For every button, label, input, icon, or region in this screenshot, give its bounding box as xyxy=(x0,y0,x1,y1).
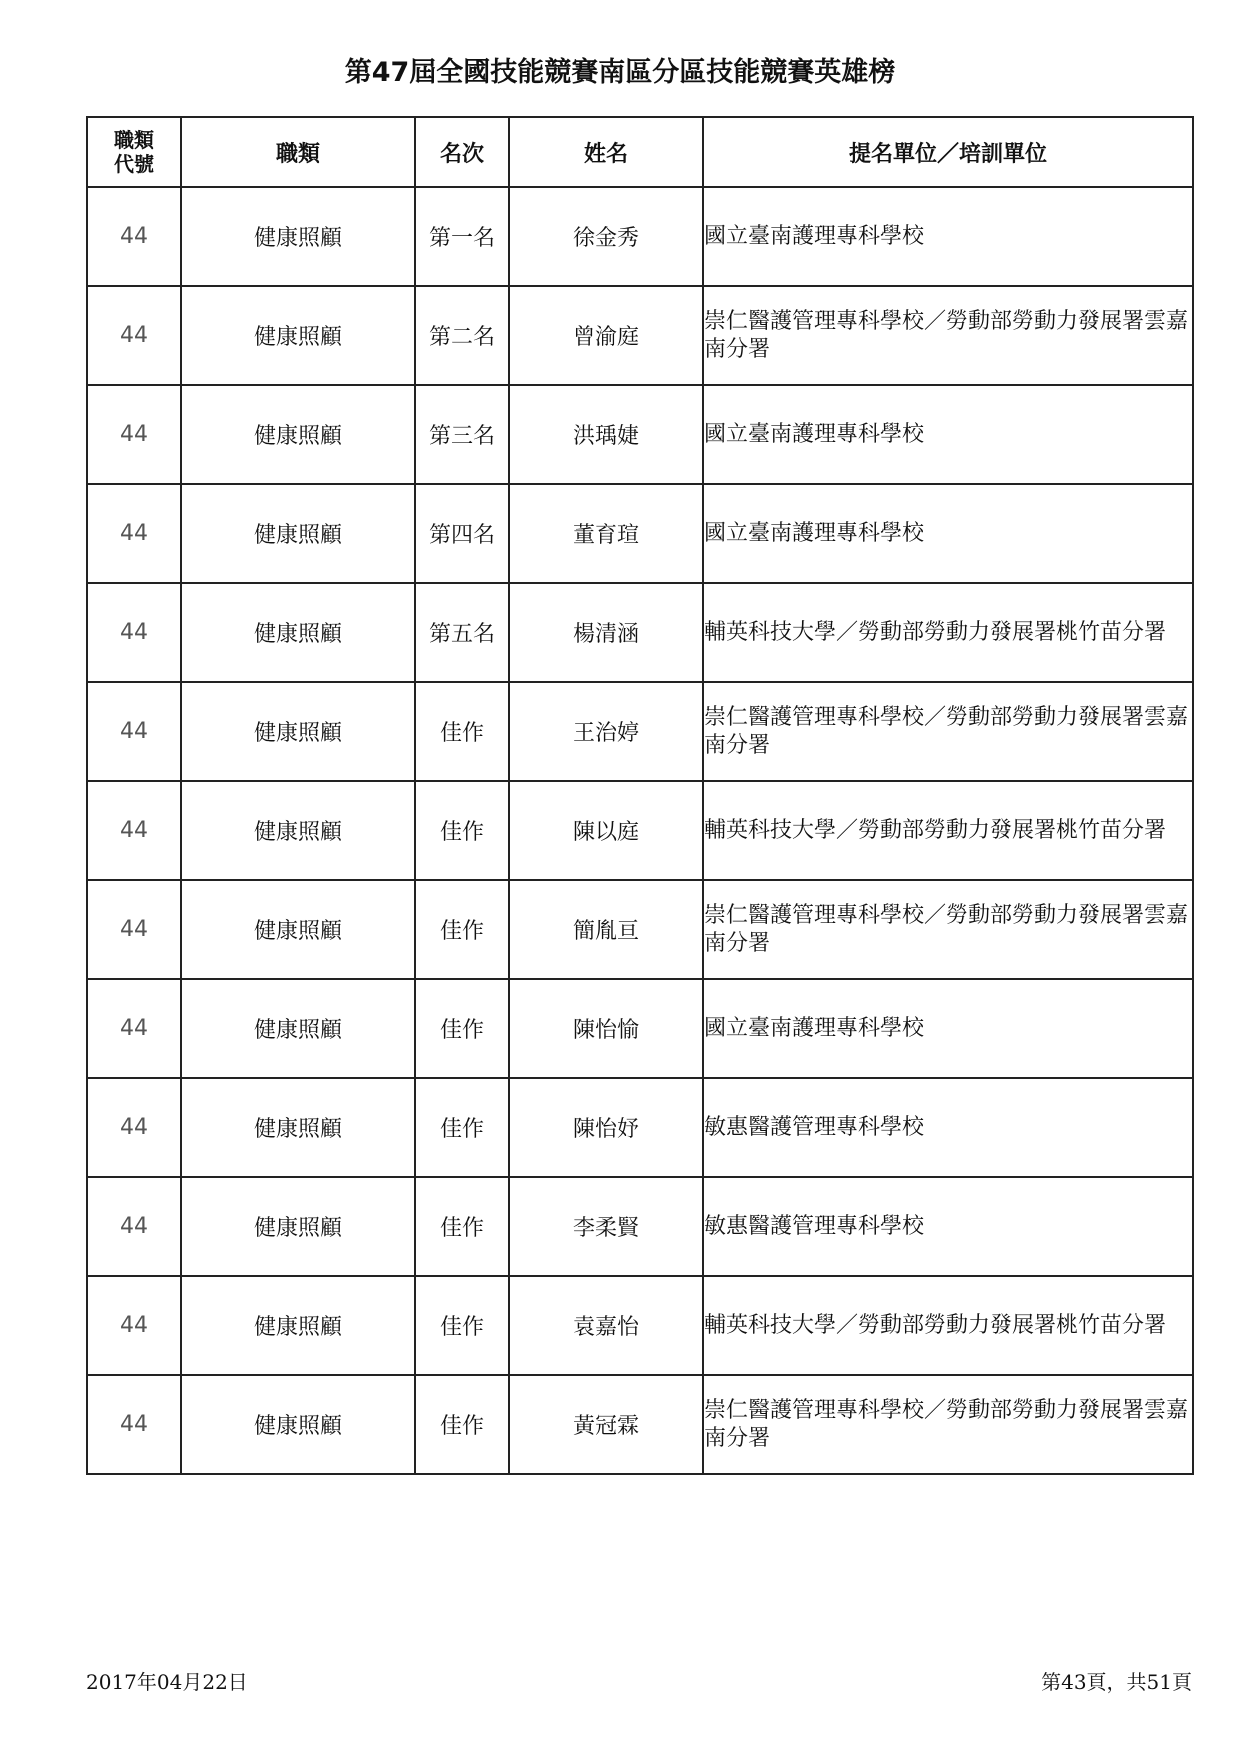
cell-code: 44 xyxy=(87,1177,181,1276)
cell-name: 楊清涵 xyxy=(509,583,703,682)
table-row xyxy=(87,187,1193,286)
header-category: 職類 xyxy=(181,117,415,187)
cell-unit: 崇仁醫護管理專科學校／勞動部勞動力發展署雲嘉南分署 xyxy=(703,682,1193,781)
results-table xyxy=(86,116,1194,1475)
cell-name: 袁嘉怡 xyxy=(509,1276,703,1375)
cell-unit: 國立臺南護理專科學校 xyxy=(703,385,1193,484)
cell-code: 44 xyxy=(87,682,181,781)
cell-code: 44 xyxy=(87,1078,181,1177)
cell-unit: 輔英科技大學／勞動部勞動力發展署桃竹苗分署 xyxy=(703,583,1193,682)
table-row xyxy=(87,1078,1193,1177)
cell-unit: 國立臺南護理專科學校 xyxy=(703,187,1193,286)
cell-name: 曾渝庭 xyxy=(509,286,703,385)
header-unit: 提名單位／培訓單位 xyxy=(703,117,1193,187)
cell-name: 陳怡愉 xyxy=(509,979,703,1078)
footer-date: 2017年04月22日 xyxy=(86,1670,248,1694)
cell-name: 董育瑄 xyxy=(509,484,703,583)
cell-code: 44 xyxy=(87,187,181,286)
cell-rank: 佳作 xyxy=(415,880,509,979)
cell-name: 洪瑀婕 xyxy=(509,385,703,484)
footer-page-number: 第43頁，共51頁 xyxy=(1041,1670,1192,1694)
table-row xyxy=(87,979,1193,1078)
cell-code: 44 xyxy=(87,880,181,979)
table-row xyxy=(87,1276,1193,1375)
cell-rank: 佳作 xyxy=(415,682,509,781)
cell-code: 44 xyxy=(87,781,181,880)
cell-rank: 佳作 xyxy=(415,781,509,880)
cell-code: 44 xyxy=(87,1276,181,1375)
cell-code: 44 xyxy=(87,385,181,484)
table-row xyxy=(87,583,1193,682)
cell-category: 健康照顧 xyxy=(181,1177,415,1276)
table-row xyxy=(87,1177,1193,1276)
cell-rank: 佳作 xyxy=(415,1078,509,1177)
table-row xyxy=(87,286,1193,385)
cell-unit: 敏惠醫護管理專科學校 xyxy=(703,1078,1193,1177)
table-row xyxy=(87,682,1193,781)
cell-name: 黃冠霖 xyxy=(509,1375,703,1474)
cell-rank: 佳作 xyxy=(415,1375,509,1474)
cell-rank: 第二名 xyxy=(415,286,509,385)
cell-category: 健康照顧 xyxy=(181,682,415,781)
cell-unit: 輔英科技大學／勞動部勞動力發展署桃竹苗分署 xyxy=(703,781,1193,880)
cell-rank: 佳作 xyxy=(415,979,509,1078)
cell-unit: 輔英科技大學／勞動部勞動力發展署桃竹苗分署 xyxy=(703,1276,1193,1375)
cell-category: 健康照顧 xyxy=(181,286,415,385)
cell-name: 陳以庭 xyxy=(509,781,703,880)
cell-name: 徐金秀 xyxy=(509,187,703,286)
cell-category: 健康照顧 xyxy=(181,880,415,979)
cell-unit: 國立臺南護理專科學校 xyxy=(703,484,1193,583)
header-code xyxy=(87,117,181,187)
cell-rank: 第五名 xyxy=(415,583,509,682)
cell-category: 健康照顧 xyxy=(181,1276,415,1375)
cell-code: 44 xyxy=(87,286,181,385)
cell-name: 王治婷 xyxy=(509,682,703,781)
header-name: 姓名 xyxy=(509,117,703,187)
cell-unit: 國立臺南護理專科學校 xyxy=(703,979,1193,1078)
cell-unit: 崇仁醫護管理專科學校／勞動部勞動力發展署雲嘉南分署 xyxy=(703,880,1193,979)
cell-category: 健康照顧 xyxy=(181,583,415,682)
cell-code: 44 xyxy=(87,1375,181,1474)
cell-code: 44 xyxy=(87,484,181,583)
cell-unit: 崇仁醫護管理專科學校／勞動部勞動力發展署雲嘉南分署 xyxy=(703,286,1193,385)
cell-name: 陳怡妤 xyxy=(509,1078,703,1177)
cell-category: 健康照顧 xyxy=(181,781,415,880)
cell-category: 健康照顧 xyxy=(181,1078,415,1177)
header-rank: 名次 xyxy=(415,117,509,187)
page-title: 第47屆全國技能競賽南區分區技能競賽英雄榜 xyxy=(344,57,896,88)
cell-rank: 佳作 xyxy=(415,1276,509,1375)
cell-rank: 第三名 xyxy=(415,385,509,484)
cell-rank: 佳作 xyxy=(415,1177,509,1276)
cell-rank: 第四名 xyxy=(415,484,509,583)
cell-unit: 敏惠醫護管理專科學校 xyxy=(703,1177,1193,1276)
table-row xyxy=(87,880,1193,979)
table-row xyxy=(87,1375,1193,1474)
header-code-line1: 職類 xyxy=(114,128,154,152)
cell-code: 44 xyxy=(87,979,181,1078)
table-row xyxy=(87,385,1193,484)
cell-name: 簡胤亘 xyxy=(509,880,703,979)
table-header-row xyxy=(87,117,1193,187)
cell-category: 健康照顧 xyxy=(181,484,415,583)
cell-code: 44 xyxy=(87,583,181,682)
table-row xyxy=(87,484,1193,583)
cell-name: 李柔賢 xyxy=(509,1177,703,1276)
table-row xyxy=(87,781,1193,880)
header-code-line2: 代號 xyxy=(114,152,154,176)
cell-rank: 第一名 xyxy=(415,187,509,286)
cell-category: 健康照顧 xyxy=(181,187,415,286)
cell-category: 健康照顧 xyxy=(181,979,415,1078)
cell-unit: 崇仁醫護管理專科學校／勞動部勞動力發展署雲嘉南分署 xyxy=(703,1375,1193,1474)
cell-category: 健康照顧 xyxy=(181,385,415,484)
cell-category: 健康照顧 xyxy=(181,1375,415,1474)
